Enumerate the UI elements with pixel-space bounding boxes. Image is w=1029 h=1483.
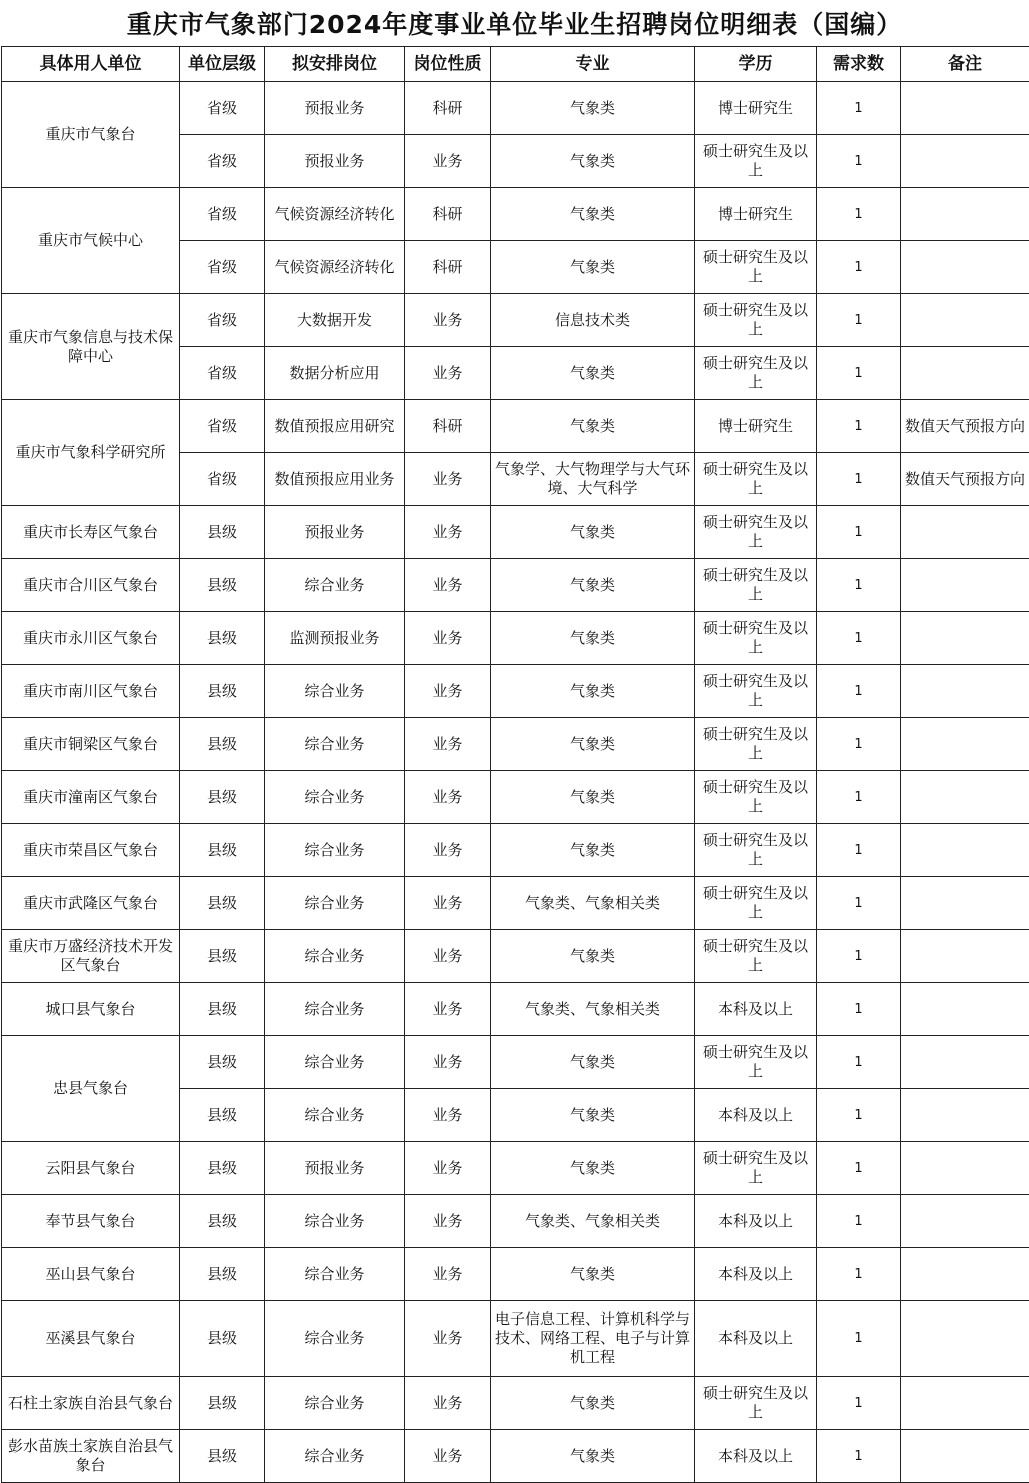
level-cell: 县级 <box>180 1301 265 1377</box>
header-education: 学历 <box>695 47 817 82</box>
major-cell: 气象类 <box>491 241 695 294</box>
major-cell: 气象类 <box>491 1377 695 1430</box>
education-cell: 本科及以上 <box>695 1301 817 1377</box>
unit-name-cell: 重庆市气象台 <box>2 82 180 188</box>
post-cell: 监测预报业务 <box>265 612 405 665</box>
nature-cell: 业务 <box>405 824 491 877</box>
education-cell: 博士研究生 <box>695 188 817 241</box>
table-body <box>2 82 1029 1483</box>
post-cell: 综合业务 <box>265 718 405 771</box>
note-cell <box>901 1377 1029 1430</box>
education-cell: 硕士研究生及以上 <box>695 559 817 612</box>
education-cell: 硕士研究生及以上 <box>695 453 817 506</box>
unit-name-cell: 奉节县气象台 <box>2 1195 180 1248</box>
note-cell <box>901 771 1029 824</box>
education-cell: 硕士研究生及以上 <box>695 294 817 347</box>
level-cell: 省级 <box>180 294 265 347</box>
level-cell: 省级 <box>180 135 265 188</box>
nature-cell: 科研 <box>405 82 491 135</box>
unit-name-cell: 重庆市气象信息与技术保障中心 <box>2 294 180 400</box>
header-row <box>2 47 1029 82</box>
nature-cell: 业务 <box>405 1142 491 1195</box>
recruitment-table <box>1 46 1029 1483</box>
header-major: 专业 <box>491 47 695 82</box>
note-cell <box>901 1142 1029 1195</box>
note-cell <box>901 612 1029 665</box>
table-row <box>2 877 1029 930</box>
major-cell: 信息技术类 <box>491 294 695 347</box>
level-cell: 县级 <box>180 983 265 1036</box>
major-cell: 气象类 <box>491 824 695 877</box>
unit-name-cell: 重庆市南川区气象台 <box>2 665 180 718</box>
major-cell: 电子信息工程、计算机科学与技术、网络工程、电子与计算机工程 <box>491 1301 695 1377</box>
count-cell: 1 <box>817 1377 901 1430</box>
table-row <box>2 1142 1029 1195</box>
note-cell <box>901 930 1029 983</box>
level-cell: 县级 <box>180 1195 265 1248</box>
major-cell: 气象类 <box>491 135 695 188</box>
table-row <box>2 930 1029 983</box>
education-cell: 硕士研究生及以上 <box>695 241 817 294</box>
post-cell: 综合业务 <box>265 1301 405 1377</box>
note-cell <box>901 983 1029 1036</box>
post-cell: 综合业务 <box>265 1089 405 1142</box>
table-row <box>2 506 1029 559</box>
post-cell: 综合业务 <box>265 771 405 824</box>
major-cell: 气象类、气象相关类 <box>491 1195 695 1248</box>
note-cell <box>901 877 1029 930</box>
table-row <box>2 1430 1029 1483</box>
post-cell: 预报业务 <box>265 135 405 188</box>
nature-cell: 业务 <box>405 347 491 400</box>
post-cell: 综合业务 <box>265 930 405 983</box>
unit-name-cell: 重庆市荣昌区气象台 <box>2 824 180 877</box>
count-cell: 1 <box>817 1089 901 1142</box>
header-nature: 岗位性质 <box>405 47 491 82</box>
note-cell <box>901 1430 1029 1483</box>
header-post: 拟安排岗位 <box>265 47 405 82</box>
count-cell: 1 <box>817 294 901 347</box>
nature-cell: 业务 <box>405 453 491 506</box>
note-cell <box>901 294 1029 347</box>
post-cell: 数据分析应用 <box>265 347 405 400</box>
major-cell: 气象类 <box>491 612 695 665</box>
nature-cell: 科研 <box>405 188 491 241</box>
education-cell: 硕士研究生及以上 <box>695 771 817 824</box>
table-row <box>2 771 1029 824</box>
level-cell: 县级 <box>180 1142 265 1195</box>
education-cell: 硕士研究生及以上 <box>695 612 817 665</box>
count-cell: 1 <box>817 1142 901 1195</box>
count-cell: 1 <box>817 877 901 930</box>
level-cell: 省级 <box>180 400 265 453</box>
table-row <box>2 82 1029 135</box>
count-cell: 1 <box>817 1430 901 1483</box>
level-cell: 县级 <box>180 824 265 877</box>
education-cell: 硕士研究生及以上 <box>695 1142 817 1195</box>
unit-name-cell: 重庆市铜梁区气象台 <box>2 718 180 771</box>
major-cell: 气象类、气象相关类 <box>491 983 695 1036</box>
table-row <box>2 824 1029 877</box>
education-cell: 博士研究生 <box>695 400 817 453</box>
level-cell: 县级 <box>180 1430 265 1483</box>
nature-cell: 业务 <box>405 135 491 188</box>
major-cell: 气象类 <box>491 1248 695 1301</box>
post-cell: 预报业务 <box>265 82 405 135</box>
major-cell: 气象类、气象相关类 <box>491 877 695 930</box>
nature-cell: 业务 <box>405 1195 491 1248</box>
major-cell: 气象类 <box>491 718 695 771</box>
table-row <box>2 1036 1029 1089</box>
note-cell <box>901 559 1029 612</box>
education-cell: 硕士研究生及以上 <box>695 1377 817 1430</box>
education-cell: 硕士研究生及以上 <box>695 347 817 400</box>
count-cell: 1 <box>817 771 901 824</box>
level-cell: 省级 <box>180 241 265 294</box>
count-cell: 1 <box>817 1036 901 1089</box>
note-cell <box>901 82 1029 135</box>
level-cell: 县级 <box>180 930 265 983</box>
count-cell: 1 <box>817 718 901 771</box>
post-cell: 综合业务 <box>265 1248 405 1301</box>
education-cell: 硕士研究生及以上 <box>695 930 817 983</box>
table-row <box>2 400 1029 453</box>
post-cell: 气候资源经济转化 <box>265 188 405 241</box>
level-cell: 县级 <box>180 1036 265 1089</box>
post-cell: 综合业务 <box>265 665 405 718</box>
header-level: 单位层级 <box>180 47 265 82</box>
post-cell: 综合业务 <box>265 1377 405 1430</box>
major-cell: 气象类 <box>491 559 695 612</box>
education-cell: 硕士研究生及以上 <box>695 665 817 718</box>
major-cell: 气象类 <box>491 82 695 135</box>
count-cell: 1 <box>817 612 901 665</box>
unit-name-cell: 彭水苗族土家族自治县气象台 <box>2 1430 180 1483</box>
nature-cell: 业务 <box>405 930 491 983</box>
education-cell: 硕士研究生及以上 <box>695 135 817 188</box>
level-cell: 省级 <box>180 82 265 135</box>
post-cell: 综合业务 <box>265 559 405 612</box>
unit-name-cell: 重庆市潼南区气象台 <box>2 771 180 824</box>
count-cell: 1 <box>817 1301 901 1377</box>
education-cell: 硕士研究生及以上 <box>695 824 817 877</box>
major-cell: 气象类 <box>491 400 695 453</box>
header-unit: 具体用人单位 <box>2 47 180 82</box>
table-row <box>2 559 1029 612</box>
education-cell: 博士研究生 <box>695 82 817 135</box>
education-cell: 本科及以上 <box>695 1430 817 1483</box>
education-cell: 本科及以上 <box>695 1248 817 1301</box>
table-row <box>2 188 1029 241</box>
education-cell: 本科及以上 <box>695 1089 817 1142</box>
nature-cell: 业务 <box>405 612 491 665</box>
level-cell: 县级 <box>180 771 265 824</box>
post-cell: 大数据开发 <box>265 294 405 347</box>
nature-cell: 业务 <box>405 294 491 347</box>
level-cell: 县级 <box>180 612 265 665</box>
nature-cell: 业务 <box>405 506 491 559</box>
unit-name-cell: 重庆市永川区气象台 <box>2 612 180 665</box>
unit-name-cell: 巫溪县气象台 <box>2 1301 180 1377</box>
major-cell: 气象类 <box>491 1089 695 1142</box>
count-cell: 1 <box>817 930 901 983</box>
nature-cell: 业务 <box>405 1089 491 1142</box>
post-cell: 综合业务 <box>265 1195 405 1248</box>
major-cell: 气象类 <box>491 1430 695 1483</box>
note-cell <box>901 241 1029 294</box>
level-cell: 省级 <box>180 453 265 506</box>
table-row <box>2 665 1029 718</box>
count-cell: 1 <box>817 824 901 877</box>
count-cell: 1 <box>817 1195 901 1248</box>
education-cell: 硕士研究生及以上 <box>695 506 817 559</box>
table-row <box>2 1195 1029 1248</box>
count-cell: 1 <box>817 506 901 559</box>
note-cell: 数值天气预报方向 <box>901 400 1029 453</box>
education-cell: 本科及以上 <box>695 1195 817 1248</box>
note-cell <box>901 1195 1029 1248</box>
count-cell: 1 <box>817 665 901 718</box>
unit-name-cell: 重庆市武隆区气象台 <box>2 877 180 930</box>
count-cell: 1 <box>817 135 901 188</box>
major-cell: 气象类 <box>491 1142 695 1195</box>
unit-name-cell: 重庆市万盛经济技术开发区气象台 <box>2 930 180 983</box>
count-cell: 1 <box>817 241 901 294</box>
unit-name-cell: 石柱土家族自治县气象台 <box>2 1377 180 1430</box>
note-cell <box>901 347 1029 400</box>
nature-cell: 业务 <box>405 983 491 1036</box>
table-row <box>2 718 1029 771</box>
count-cell: 1 <box>817 400 901 453</box>
education-cell: 本科及以上 <box>695 983 817 1036</box>
nature-cell: 业务 <box>405 1377 491 1430</box>
education-cell: 硕士研究生及以上 <box>695 1036 817 1089</box>
count-cell: 1 <box>817 82 901 135</box>
note-cell <box>901 1301 1029 1377</box>
count-cell: 1 <box>817 983 901 1036</box>
level-cell: 省级 <box>180 347 265 400</box>
unit-name-cell: 城口县气象台 <box>2 983 180 1036</box>
count-cell: 1 <box>817 559 901 612</box>
post-cell: 气候资源经济转化 <box>265 241 405 294</box>
unit-name-cell: 忠县气象台 <box>2 1036 180 1142</box>
count-cell: 1 <box>817 1248 901 1301</box>
post-cell: 预报业务 <box>265 1142 405 1195</box>
major-cell: 气象类 <box>491 1036 695 1089</box>
nature-cell: 业务 <box>405 559 491 612</box>
nature-cell: 科研 <box>405 241 491 294</box>
note-cell <box>901 1036 1029 1089</box>
post-cell: 综合业务 <box>265 983 405 1036</box>
major-cell: 气象类 <box>491 771 695 824</box>
unit-name-cell: 重庆市气候中心 <box>2 188 180 294</box>
level-cell: 县级 <box>180 506 265 559</box>
note-cell <box>901 188 1029 241</box>
header-count: 需求数 <box>817 47 901 82</box>
level-cell: 县级 <box>180 718 265 771</box>
major-cell: 气象学、大气物理学与大气环境、大气科学 <box>491 453 695 506</box>
post-cell: 综合业务 <box>265 877 405 930</box>
major-cell: 气象类 <box>491 506 695 559</box>
count-cell: 1 <box>817 453 901 506</box>
nature-cell: 业务 <box>405 877 491 930</box>
unit-name-cell: 云阳县气象台 <box>2 1142 180 1195</box>
nature-cell: 科研 <box>405 400 491 453</box>
post-cell: 数值预报应用业务 <box>265 453 405 506</box>
unit-name-cell: 重庆市长寿区气象台 <box>2 506 180 559</box>
post-cell: 综合业务 <box>265 1036 405 1089</box>
table-row <box>2 1248 1029 1301</box>
note-cell <box>901 718 1029 771</box>
post-cell: 综合业务 <box>265 1430 405 1483</box>
table-row <box>2 1301 1029 1377</box>
table-row <box>2 983 1029 1036</box>
count-cell: 1 <box>817 188 901 241</box>
level-cell: 县级 <box>180 559 265 612</box>
major-cell: 气象类 <box>491 347 695 400</box>
note-cell <box>901 135 1029 188</box>
table-row <box>2 1377 1029 1430</box>
note-cell <box>901 506 1029 559</box>
page-title: 重庆市气象部门2024年度事业单位毕业生招聘岗位明细表（国编） <box>126 10 903 39</box>
post-cell: 预报业务 <box>265 506 405 559</box>
nature-cell: 业务 <box>405 1430 491 1483</box>
nature-cell: 业务 <box>405 771 491 824</box>
note-cell <box>901 824 1029 877</box>
header-note: 备注 <box>901 47 1029 82</box>
level-cell: 县级 <box>180 1377 265 1430</box>
post-cell: 综合业务 <box>265 824 405 877</box>
unit-name-cell: 巫山县气象台 <box>2 1248 180 1301</box>
table-row <box>2 294 1029 347</box>
note-cell <box>901 1248 1029 1301</box>
level-cell: 省级 <box>180 188 265 241</box>
level-cell: 县级 <box>180 1248 265 1301</box>
major-cell: 气象类 <box>491 930 695 983</box>
nature-cell: 业务 <box>405 1036 491 1089</box>
level-cell: 县级 <box>180 1089 265 1142</box>
major-cell: 气象类 <box>491 188 695 241</box>
note-cell <box>901 1089 1029 1142</box>
count-cell: 1 <box>817 347 901 400</box>
level-cell: 县级 <box>180 877 265 930</box>
major-cell: 气象类 <box>491 665 695 718</box>
nature-cell: 业务 <box>405 1301 491 1377</box>
unit-name-cell: 重庆市气象科学研究所 <box>2 400 180 506</box>
education-cell: 硕士研究生及以上 <box>695 718 817 771</box>
note-cell <box>901 665 1029 718</box>
post-cell: 数值预报应用研究 <box>265 400 405 453</box>
education-cell: 硕士研究生及以上 <box>695 877 817 930</box>
nature-cell: 业务 <box>405 1248 491 1301</box>
level-cell: 县级 <box>180 665 265 718</box>
nature-cell: 业务 <box>405 718 491 771</box>
table-row <box>2 612 1029 665</box>
nature-cell: 业务 <box>405 665 491 718</box>
unit-name-cell: 重庆市合川区气象台 <box>2 559 180 612</box>
note-cell: 数值天气预报方向 <box>901 453 1029 506</box>
